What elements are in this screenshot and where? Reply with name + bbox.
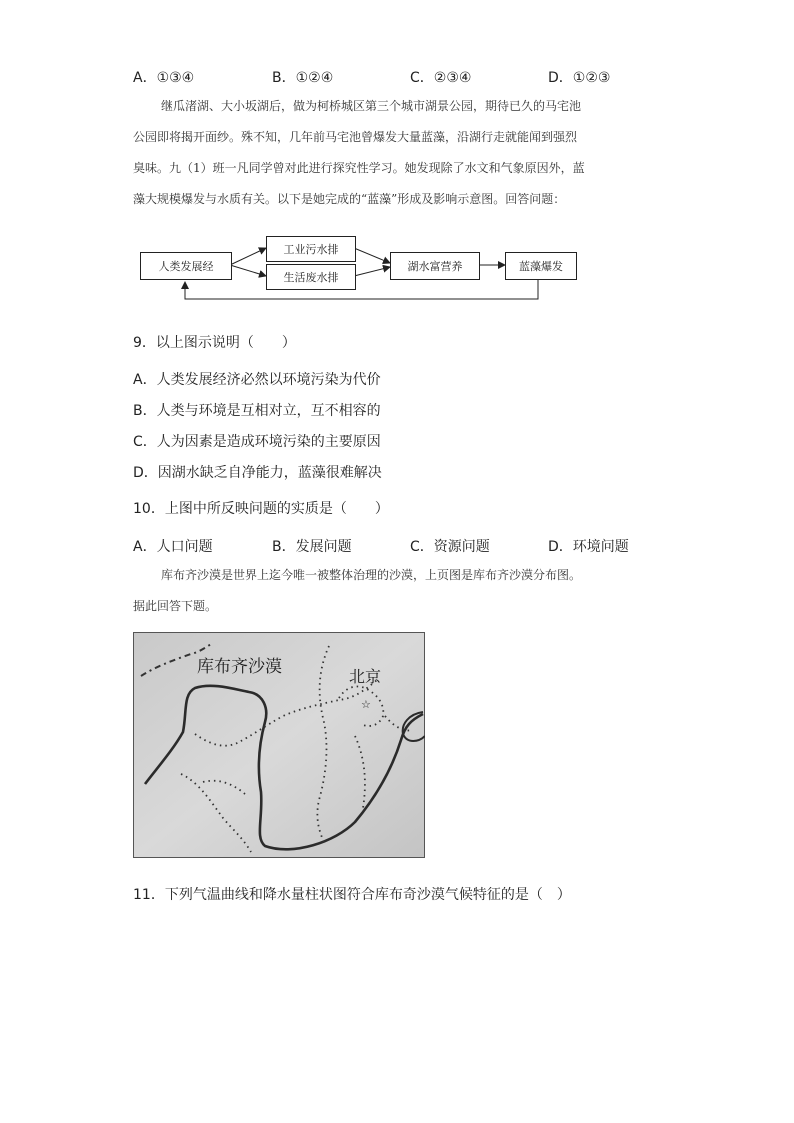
q11-stem: 11．下列气温曲线和降水量柱状图符合库布奇沙漠气候特征的是（ ）	[133, 887, 571, 903]
map-label-desert: 库布齐沙漠	[197, 657, 282, 677]
passage-line: 藻大规模爆发与水质有关。以下是她完成的“蓝藻”形成及影响示意图。回答问题：	[133, 192, 566, 206]
q8-option-a: A．①③④	[133, 70, 195, 86]
q10-option-c: C．资源问题	[410, 539, 490, 555]
q8-option-c: C．②③④	[410, 70, 472, 86]
passage-line: 继瓜渚湖、大小坂湖后，做为柯桥城区第三个城市湖景公园，期待已久的马宅池	[161, 99, 582, 113]
node-lake-eutrophication: 湖水富营养	[390, 252, 480, 280]
node-human-development: 人类发展经	[140, 252, 232, 280]
q9-option-c: C．人为因素是造成环境污染的主要原因	[133, 434, 381, 450]
passage-line: 库布齐沙漠是世界上迄今唯一被整体治理的沙漠，上页图是库布齐沙漠分布图。	[161, 568, 582, 582]
arrow-human-to-domestic	[230, 265, 266, 276]
passage-line: 公园即将揭开面纱。殊不知，几年前马宅池曾爆发大量蓝藻，沿湖行走就能闻到强烈	[133, 130, 578, 144]
arrow-industry-to-lake	[354, 248, 390, 263]
beijing-star-icon: ☆	[361, 698, 371, 711]
q9-option-b: B．人类与环境是互相对立，互不相容的	[133, 403, 381, 419]
map-label-beijing: 北京	[349, 667, 382, 686]
q8-option-d: D．①②③	[548, 70, 611, 86]
node-algae-bloom: 蓝藻爆发	[505, 252, 577, 280]
passage-kubuqi	[133, 560, 661, 622]
kubuqi-desert-map	[133, 632, 425, 858]
q10-option-b: B．发展问题	[272, 539, 352, 555]
q9-option-a: A．人类发展经济必然以环境污染为代价	[133, 372, 381, 388]
q10-stem: 10．上图中所反映问题的实质是（ ）	[133, 501, 389, 517]
arrow-human-to-industry	[230, 248, 266, 265]
q8-option-b: B．①②④	[272, 70, 334, 86]
q9-stem: 9．以上图示说明（ ）	[133, 335, 296, 351]
node-domestic-wastewater: 生活废水排	[266, 264, 356, 290]
arrow-algae-feedback	[185, 278, 538, 299]
node-industrial-wastewater: 工业污水排	[266, 236, 356, 262]
passage-line: 据此回答下题。	[133, 599, 218, 613]
q10-option-d: D．环境问题	[548, 539, 629, 555]
q9-option-d: D．因湖水缺乏自净能力，蓝藻很难解决	[133, 465, 382, 481]
q10-option-a: A．人口问题	[133, 539, 213, 555]
passage-line: 臭味。九（1）班一凡同学曾对此进行探究性学习。她发现除了水文和气象原因外，蓝	[133, 161, 585, 175]
arrow-domestic-to-lake	[354, 267, 390, 276]
